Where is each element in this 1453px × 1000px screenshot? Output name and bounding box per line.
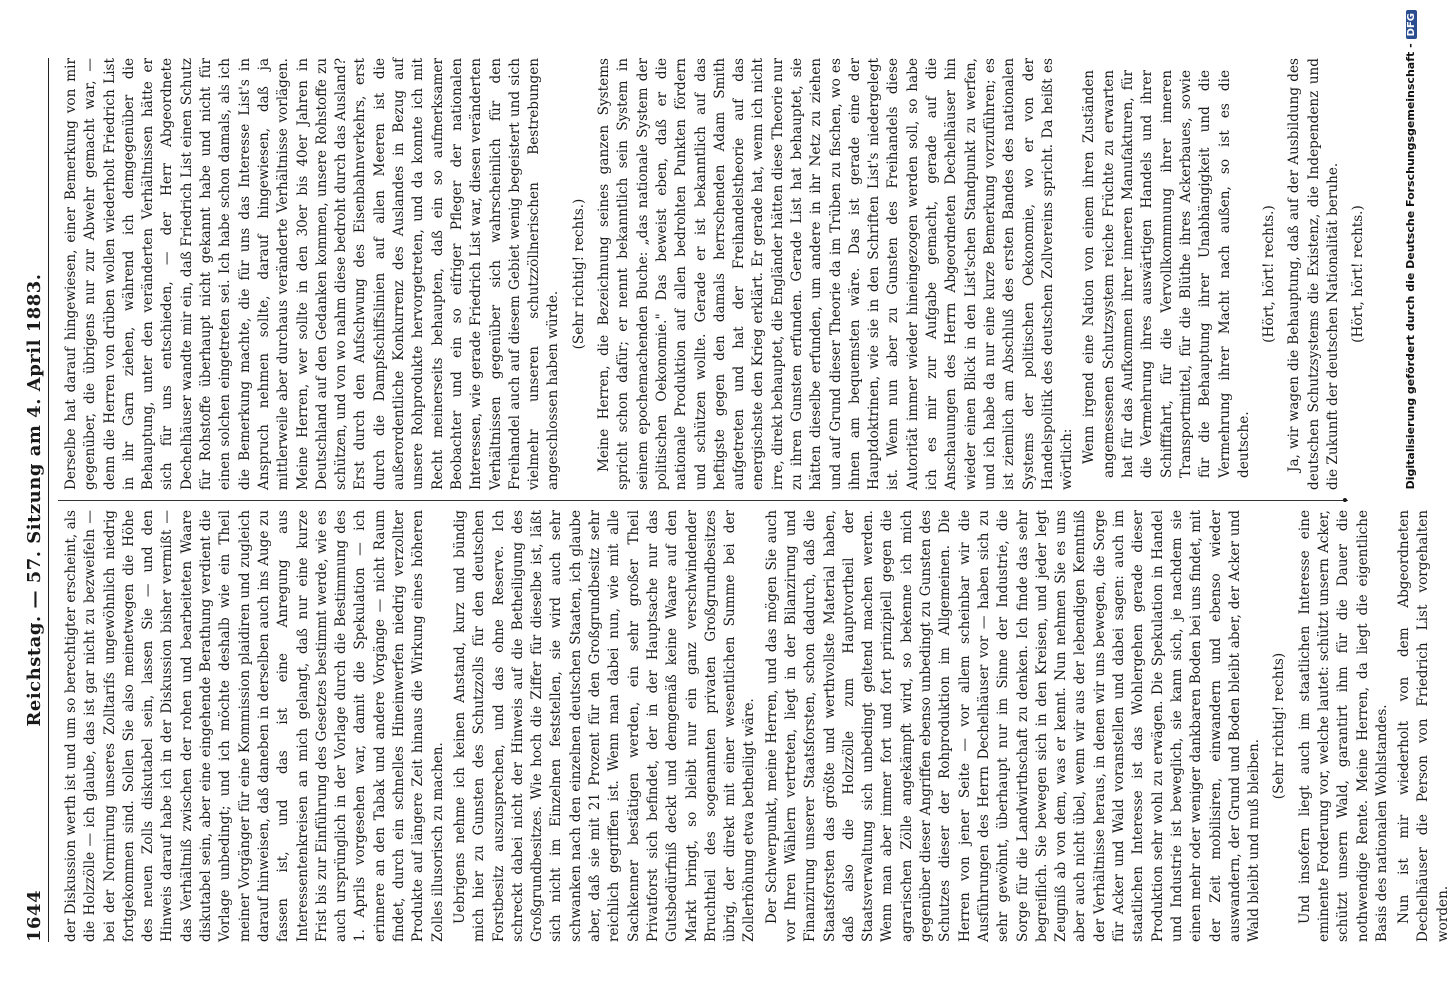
right-column-interjection: (Hört, hört! rechts.) [1261,205,1278,343]
right-column-quote: Wenn irgend eine Nation von einem ihren Zuständen angemessenen Schutzsystem reiche Früchte zu erwarten hat für das Aufkommen ihrer inneren Manufakturen, für die Vermehrung ihres auswärtigen Handels und ihrer Schifffahrt, für die Vervollkommnung ihrer inneren Transportmittel, für die Blüthe ihres Ackerbaues, sowie für die Behauptung ihrer Unabhängigkeit und die Vermehrung ihrer Macht nach außen, so ist es die deutsche. [1081,70,1252,478]
left-column-paragraph: Und insofern liegt auch im staatlichen Interesse eine eminente Forderung vor, welche lautet: schützt unsern Acker, schützt unsern Wald, garantirt ihm für die Dauer die nothwendige Rente. Meine Herren, da liegt die eigentliche Basis des nationalen Wohlstandes. [1296,510,1390,942]
running-title: Reichstag. — 57. Sitzung am 4. April 1883. [24,273,45,727]
right-column-paragraph: Derselbe hat darauf hingewiesen, einer Bemerkung von mir gegenüber, die übrigens nur zur Abwehr gemacht war, — denn die Herren von drüben wollen wiederholt Friedrich List in ihr Garn ziehen, während ich demgegenüber die Behauptung, unter den veränderten Verhältnissen hätte er sich für uns entschieden, — der Herr Abgeordnete Dechelhäuser wandte mir ein, daß Friedrich List einen Schutz für Rohstoffe überhaupt nicht gekannt habe und nicht für einen solchen eingetreten sei. Ich habe schon damals, als ich die Bemerkung machte, die für uns das Interesse List's in Anspruch nehmen sollte, darauf hingewiesen, daß ja mittlerweile aber durchaus veränderte Verhältnisse vorlägen. Meine Herren, wer sollte in den 30er bis 40er Jahren in Deutschland auf den Gedanken kommen, unsere Rohstoffe zu schützen, und von wo nahm diese bedroht durch das Ausland? Erst durch den Aufschwung des Eisenbahnverkehrs, erst durch die Dampfschiffslinien auf allen Meeren ist die außerordentliche Konkurrenz des Auslandes in Bezug auf unsere Rohprodukte hervorgetreten, und da konnte ich mit Recht meinerseits behaupten, daß ein so aufmerksamer Beobachter und ein so eifriger Pfleger der nationalen Interessen, wie gerade Friedrich List war, diesen veränderten Verhältnissen gegenüber sich wahrscheinlich für den Freihandel auch auf diesem Gebiet wenig begeistert und sich vielmehr unseren schutzzöllnerischen Bestrebungen angeschlossen haben würde. [63,58,562,490]
left-column-paragraph: Der Schwerpunkt, meine Herren, und das mögen Sie auch vor Ihren Wählern vertreten, liegt in der Bilanzirung und Finanzirung unserer Staatsforsten, schon dadurch, daß die Staatsforsten das größte und werthvollste Material haben, daß also die Holzzölle zum Hauptvortheil der Staatsverwaltung sich unbedingt geltend machen werden. Wenn man aber immer fort und fort prinzipiell gegen die agrarischen Zölle angekämpft wird, so bekenne ich mich gegenüber dieser Angriffen ebenso unbedingt zu Gunsten des Schutzes dieser der Rohproduktion im Allgemeinen. Die Herren von jener Seite — vor allem scheinbar wir die Ausführungen des Herrn Dechelhäuser vor — haben sich zu sehr gewöhnt, überhaupt nur im Sinne der Industrie, die Sorge für die Landwirthschaft zu denken. Ich finde das sehr begreiflich. Sie bewegen sich in den Kreisen, und jeder legt Zeugniß ab von dem, was er kennt. Nun nehmen Sie es uns aber auch nicht übel, wenn wir aus der lebendigen Kenntniß der Verhältnisse heraus, in denen wir uns bewegen, die Sorge für Acker und Wald voranstellen und dabei sagen: auch im staatlichen Interesse ist das Wohlergehen gerade dieser Produktion sehr wohl zu erwägen. Die Spekulation in Handel und Industrie ist beweglich, sie kann sich, je nachdem sie einen mehr oder weniger dankbaren Boden bei uns findet, mit der Zeit mobilisiren, einwandern und ebenso wieder auswandern, der Grund und Boden bleibt aber, der Acker und Wald bleibt und muß bleiben. [763,510,1263,942]
dfg-logo: DFG [1406,10,1417,39]
left-column-interjection: (Sehr richtig! rechts) [1271,652,1288,800]
right-column-paragraph: Meine Herren, die Bezeichnung seines ganzen Systems spricht schon dafür; er nennt bekanntlich sein System in seinem epochemachenden Buche: „das nationale System der politischen Oekonomie." Das beweist eben, daß er die nationale Produktion auf allen bedrohten Punkten fördern und schützen wollte. Gerade er ist bekanntlich auf das heftigste gegen den damals herrschenden Adam Smith aufgetreten und hat der Freihandelstheorie auf das energischste den Krieg erklärt. Er gerade hat, wenn ich nicht irre, direkt behauptet, die Engländer hätten diese Theorie nur zu ihren Gunsten erfunden. Gerade List hat behauptet, sie hätten dieselbe erfunden, um andere in ihr Netz zu ziehen und auf Grund dieser Theorie da im Trüben zu fischen, wo es ihnen am bequemsten wäre. Das ist gerade eine der Hauptdoktrinen, wie sie in den Schriften List's niedergelegt ist. Wenn nun aber zu Gunsten des Freihandels diese Autorität immer wieder hineingezogen werden soll, so habe ich es mir zur Aufgabe gemacht, gerade auf die Anschauungen des Herrn Abgeordneten Dechelhäuser hin wieder einen Blick in den List'schen Standpunkt zu werfen, und ich habe da nur eine kurze Bemerkung vorzuführen; es ist ziemlich am Abschluß des ersten Bandes des nationalen Systems der politischen Oekonomie, wo er von der Handelspolitik des deutschen Zollvereins spricht. Da heißt es wörtlich: [596,58,1076,490]
right-column-interjection: (Hört, hört! rechts.) [1350,205,1367,343]
right-column-paragraph: Ja, wir wagen die Behauptung, daß auf der Ausbildung des deutschen Schutzsystems die Existenz, die Independenz und die Zukunft der deutschen Nationalität beruhe. [1286,58,1341,490]
right-column-interjection: (Sehr richtig! rechts.) [570,198,587,350]
page-header [18,58,49,942]
page-number: 1644 [24,889,45,942]
right-column [62,58,1367,490]
digitization-notice-text: Digitalisierung gefördert durch die Deutsche Forschungsgemeinschaft - [1404,43,1417,490]
footer-mark: • [1338,495,1354,505]
left-column-paragraph: der Diskussion werth ist und um so berechtigter erscheint, als die Holzzölle — ich glaube, das ist gar nicht zu bezweifeln — bei der Normirung unseres Zolltarifs ungewöhnlich niedrig fortgekommen sind. Sollen Sie also meinetwegen die Höhe des neuen Zolls diskutabel sein, lassen Sie — und den Hinweis darauf habe ich in der Diskussion bisher vermißt — das Verhältniß zwischen der rohen und bearbeiteten Waare diskutabel sein, aber eine eingehende Berathung verdient die Vorlage unbedingt; und ich möchte deshalb wie ein Theil meiner Vorgänger für eine Kommission plaidiren und zugleich darauf hinweisen, daß daneben in derselben auch ins Auge zu fassen ist, und das ist eine Anregung aus Interessentenkreisen an mich gelangt, daß nur eine kurze Frist bis zur Einführung des Gesetzes bestimmt werde, wie es auch ursprünglich in der Vorlage durch die Bestimmung des 1. Aprils vorgesehen war, damit die Spekulation — ich erinnere an den Tabak und andere Vorgänge — nicht Raum findet, durch ein schnelles Hineinwerfen niedrig verzollter Produkte auf längere Zeit hinaus die Wirkung eines höheren Zolles illusorisch zu machen. [63,510,446,942]
left-column-paragraph: Uebrigens nehme ich keinen Anstand, kurz und bündig mich hier zu Gunsten des Schutzzolls für den deutschen Forstbesitz auszusprechen, und das ohne Reserve. Ich schreckt dabei nicht der Hinweis auf die Betheiligung des Großgrundbesitzes. Wie hoch die Ziffer für dieselbe ist, läßt sich nicht im Einzelnen feststellen, sie wird auch sehr schwanken nach den einzelnen deutschen Staaten, ich glaube aber, daß sie mit 21 Prozent für den Großgrundbesitz sehr reichlich gegriffen ist. Wenn man dabei nun, wie mit alle Sachkenner bestätigen werden, ein sehr großer Theil Privatforst sich befindet, der in der Hauptsache nur das Gutsbedürfniß deckt und demgemäß keine Waare auf den Markt bringt, so bleibt nur ein ganz verschwindender Bruchtheil des sogenannten privaten Großgrundbesitzes übrig, der direkt mit einer wesentlichen Summe bei der Zollerhöhung etwa betheiligt wäre. [451,510,758,942]
digitization-notice [1404,10,1424,570]
left-column [62,510,1451,942]
column-divider [58,500,1348,501]
left-column-paragraph: Nun ist mir wiederholt von dem Abgeordneten Dechelhäuser die Person von Friedrich List vorgehalten worden. [1396,510,1451,942]
